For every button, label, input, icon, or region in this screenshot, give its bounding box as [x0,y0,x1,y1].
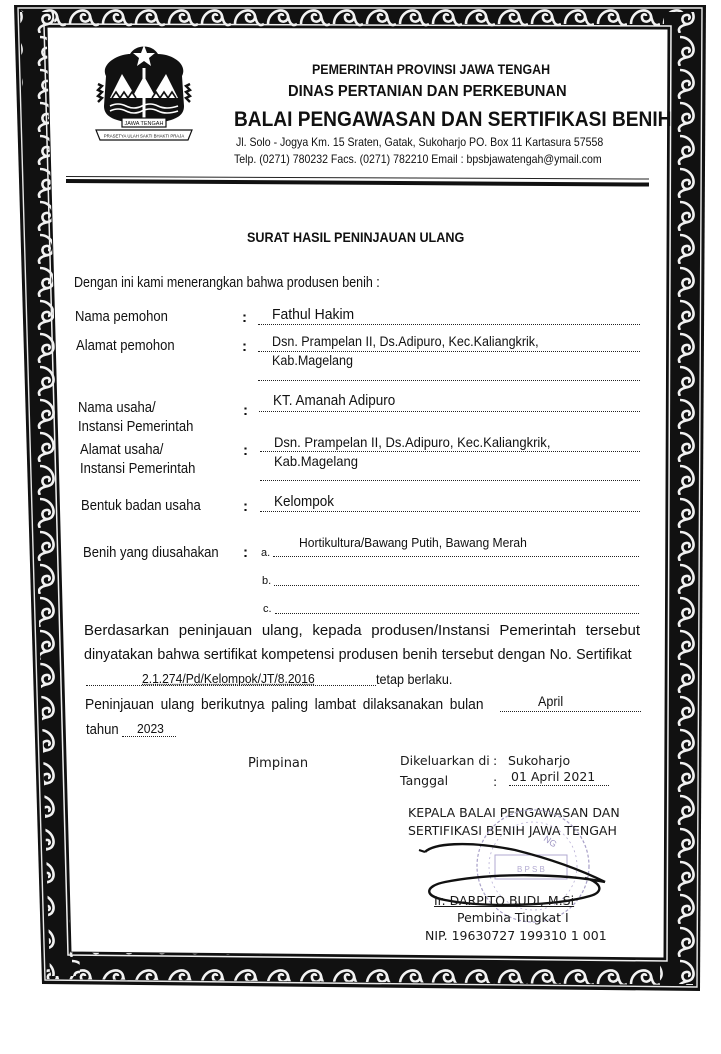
field-value: Fathul Hakim [272,306,355,323]
issued-at-colon: : [493,753,498,768]
date-colon: : [493,774,498,789]
paragraph-line1: Berdasarkan peninjauan ulang, kepada produsen/Instansi Pemerintah tersebut [84,622,640,639]
field-colon: : [243,498,248,515]
paragraph-line5-prefix: tahun [86,722,119,738]
signatory-rank: Pembina Tingkat I [457,910,569,925]
fill-line [500,711,641,712]
signatory-nip: NIP. 19630727 199310 1 001 [425,928,607,943]
fill-line [275,613,639,614]
field-colon: : [243,402,248,419]
paragraph-line4: Peninjauan ulang berikutnya paling lambat dilaksanakan bulan [85,697,484,713]
item-marker-a: a. [261,547,271,559]
paragraph-line2: dinyatakan bahwa sertifikat kompetensi produsen benih tersebut dengan No. Sertifikat [84,647,632,663]
field-colon: : [242,309,247,326]
position-line1: KEPALA BALAI PENGAWASAN DAN [408,805,620,820]
fill-line [260,451,640,452]
field-label-line1: Alamat usaha/ [80,442,164,458]
fill-line [273,556,639,557]
field-colon: : [243,544,248,561]
field-value-line1: Dsn. Prampelan II, Ds.Adipuro, Kec.Kaliangkrik, [274,434,551,450]
position-line2: SERTIFIKASI BENIH JAWA TENGAH [408,823,617,838]
svg-text:JAWA TENGAH: JAWA TENGAH [124,121,164,127]
letterhead-contact: Telp. (0271) 780232 Facs. (0271) 782210 Email : bpsbjawatengah@ymail.com [234,152,602,166]
leader-label: Pimpinan [248,756,309,771]
fill-line [258,351,640,352]
signatory-name: Ir. DARPITO BUDI, M.Si [434,893,575,908]
fill-line [258,380,640,381]
intro-text: Dengan ini kami menerangkan bahwa produsen benih : [74,275,380,291]
svg-text:B P S B: B P S B [517,865,545,874]
next-review-year: 2023 [137,721,164,736]
field-colon: : [242,338,247,355]
certificate-number: 2.1.274/Pd/Kelompok/JT/8.2016 [142,671,315,686]
field-value-line2: Kab.Magelang [274,453,358,469]
letterhead-province: PEMERINTAH PROVINSI JAWA TENGAH [312,62,551,77]
fill-line [122,736,176,737]
field-label-line2: Instansi Pemerintah [80,461,196,477]
next-review-month: April [538,694,564,709]
field-label-line2: Instansi Pemerintah [78,419,194,435]
field-label: Benih yang diusahakan [83,545,219,561]
fill-line [260,480,640,481]
fill-line [509,785,609,786]
fill-line [274,585,639,586]
field-colon: : [243,442,248,459]
document-title: SURAT HASIL PENINJAUAN ULANG [247,229,465,245]
fill-line [260,511,640,512]
item-value-a: Hortikultura/Bawang Putih, Bawang Merah [299,535,527,550]
item-marker-b: b. [262,575,272,587]
svg-text:NG: NG [541,833,559,850]
field-value: KT. Amanah Adipuro [273,393,396,409]
field-value-line2: Kab.Magelang [272,353,353,368]
date-value: 01 April 2021 [511,769,596,784]
item-marker-c: c. [263,603,272,615]
fill-line [259,411,640,412]
field-value: Kelompok [274,494,334,510]
issued-at-value: Sukoharjo [508,753,571,768]
field-value-line1: Dsn. Prampelan II, Ds.Adipuro, Kec.Kaliangkrik, [272,334,539,349]
letterhead-address: Jl. Solo - Jogya Km. 15 Sraten, Gatak, Sukoharjo PO. Box 11 Kartasura 57558 [236,135,604,149]
letterhead-institution: BALAI PENGAWASAN DAN SERTIFIKASI BENIH [234,108,672,131]
field-label: Bentuk badan usaha [81,498,201,514]
svg-text:PRASETYA ULAH SAKTI BHAKTI PRA: PRASETYA ULAH SAKTI BHAKTI PRAJA [103,133,185,139]
jawa-tengah-coat-of-arms-icon [88,36,200,144]
issued-at-label: Dikeluarkan di [400,753,490,768]
paragraph-line3-suffix: tetap berlaku. [376,671,453,687]
field-label: Nama pemohon [75,309,168,325]
fill-line [258,324,640,325]
letterhead-agency: DINAS PERTANIAN DAN PERKEBUNAN [288,83,567,100]
field-label-line1: Nama usaha/ [78,400,156,416]
field-label: Alamat pemohon [76,338,175,354]
date-label: Tanggal [400,773,449,788]
